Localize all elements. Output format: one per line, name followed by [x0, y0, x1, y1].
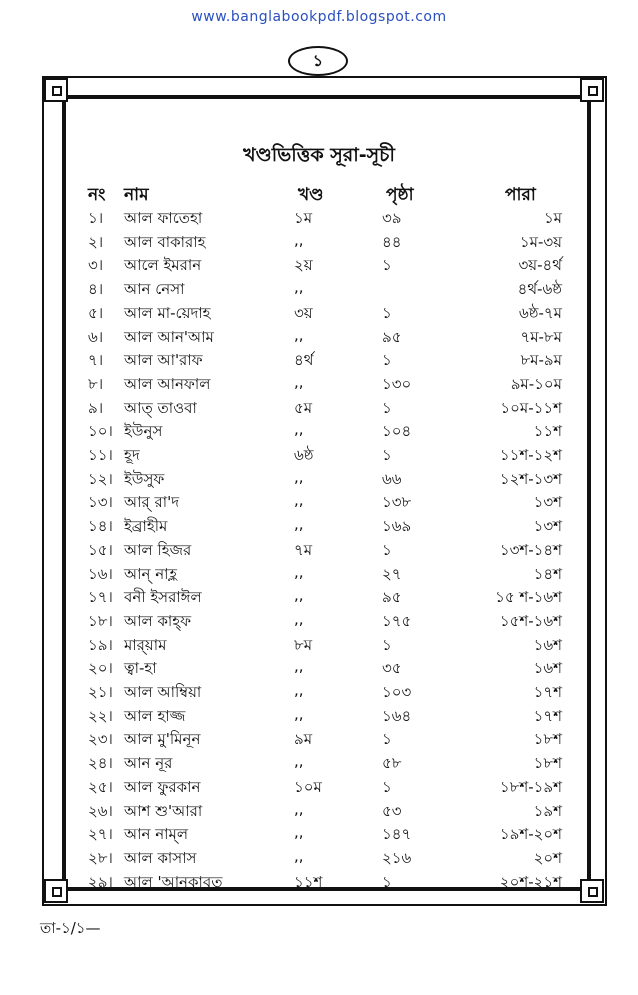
page-cell: ১ [382, 540, 392, 559]
khanda-cell: ৭ম [294, 540, 313, 559]
khanda-cell: ১০ম [294, 777, 322, 796]
khanda-cell: ১১শ [294, 872, 323, 891]
table-row [0, 515, 638, 539]
khanda-cell: ৩য় [294, 303, 313, 322]
table-row [0, 373, 638, 397]
page-cell: ৯৫ [382, 327, 402, 346]
row-number: ২৪। [88, 754, 113, 773]
row-number: ১৩। [88, 493, 113, 512]
khanda-cell: ৬ষ্ঠ [294, 446, 314, 464]
row-number: ১৪। [88, 517, 113, 536]
row-number: ২৭। [88, 825, 113, 844]
table-row [0, 800, 638, 824]
row-number: ২৬। [88, 801, 113, 820]
surah-name: ইব্রাহীম [124, 517, 168, 536]
page-cell: ১৪৭ [382, 825, 412, 844]
para-cell: ১ম [543, 209, 562, 227]
surah-name: আল হাজ্জ [124, 706, 186, 725]
table-row [0, 302, 638, 326]
table-row [0, 752, 638, 776]
table-row [0, 610, 638, 634]
khanda-cell: ,, [294, 586, 304, 605]
khanda-cell: ,, [294, 704, 304, 723]
table-row [0, 420, 638, 444]
table-row [0, 207, 638, 231]
row-number: ১৫। [88, 540, 113, 559]
header-no: নং [88, 185, 106, 205]
row-number: ৪। [88, 280, 104, 299]
table-row [0, 397, 638, 421]
surah-name: ইউনুস [124, 422, 163, 441]
row-number: ১০। [88, 422, 113, 441]
para-cell: ২০শ-২১শ [499, 872, 562, 891]
row-number: ২১। [88, 683, 113, 701]
khanda-cell: ,, [294, 609, 304, 628]
row-number: ১২। [88, 469, 113, 488]
para-cell: ১৬শ [533, 659, 562, 678]
page-cell: ১৭৫ [382, 611, 412, 630]
para-cell: ১১শ-১২শ [499, 446, 562, 464]
surah-name: আন নেসা [124, 280, 185, 299]
surah-name: আল আম্বিয়া [124, 683, 202, 701]
khanda-cell: ,, [294, 278, 304, 297]
khanda-cell: ৪র্থ [294, 351, 314, 370]
table-row [0, 871, 638, 895]
khanda-cell: ,, [294, 420, 304, 439]
page-cell: ১ [382, 446, 392, 464]
para-cell: ১৫শ-১৬শ [499, 611, 562, 630]
row-number: ১। [88, 209, 104, 227]
para-cell: ১৮শ [533, 730, 562, 749]
page-cell: ১ [382, 635, 392, 654]
para-cell: ১৬শ [533, 635, 562, 654]
khanda-cell: ,, [294, 372, 304, 391]
surah-name: আল 'আনকাবূত [124, 872, 223, 891]
surah-name: আন নূর [124, 754, 173, 773]
table-row [0, 847, 638, 871]
page-cell: ৬৬ [382, 469, 402, 488]
surah-name: আশ শু'আরা [124, 801, 203, 820]
table-row [0, 231, 638, 255]
page-cell: ১ [382, 351, 392, 370]
header-khanda: খণ্ড [298, 185, 324, 205]
header-page: পৃষ্ঠা [386, 185, 414, 205]
surah-name: আন্ নাহ্ল [124, 564, 177, 583]
row-number: ২২। [88, 706, 113, 725]
khanda-cell: ,, [294, 515, 304, 534]
para-cell: ১৭শ [533, 683, 562, 701]
table-row [0, 681, 638, 705]
surah-name: আল কাসাস [124, 848, 197, 867]
surah-name: মার্‌য়াম [124, 635, 167, 654]
para-cell: ১৩শ [533, 493, 562, 512]
row-number: ১৮। [88, 611, 113, 630]
para-cell: ৬ষ্ঠ-৭ম [518, 303, 562, 322]
surah-name: আল হিজর [124, 540, 192, 559]
khanda-cell: ,, [294, 491, 304, 510]
para-cell: ১৭শ [533, 706, 562, 725]
page-cell: ৪৪ [382, 232, 402, 251]
para-cell: ৭ম-৮ম [520, 327, 562, 346]
header-para: পারা [505, 185, 536, 205]
para-cell: ৯ম-১০ম [510, 374, 562, 393]
page-cell: ২৭ [382, 564, 402, 583]
para-cell: ৮ম-৯ম [520, 351, 562, 370]
khanda-cell: ,, [294, 799, 304, 818]
surah-name: আল বাকারাহ [124, 232, 206, 251]
para-cell: ১ম-৩য় [519, 232, 562, 251]
table-row [0, 254, 638, 278]
khanda-cell: ৫ম [294, 398, 313, 417]
khanda-cell: ,, [294, 681, 304, 699]
row-number: ২৩। [88, 730, 113, 749]
surah-name: হূদ [124, 446, 140, 464]
table-row [0, 539, 638, 563]
surah-name: বনী ইসরাঈল [124, 588, 202, 607]
para-cell: ১১শ [533, 422, 562, 441]
table-row [0, 349, 638, 373]
table-row [0, 468, 638, 492]
page-cell: ১৬৯ [382, 517, 412, 536]
row-number: ৮। [88, 374, 104, 393]
table-row [0, 705, 638, 729]
row-number: ৬। [88, 327, 104, 346]
row-number: ২। [88, 232, 104, 251]
table-row [0, 563, 638, 587]
khanda-cell: ৯ম [294, 730, 313, 749]
row-number: ২৯। [88, 872, 113, 891]
row-number: ২৮। [88, 848, 113, 867]
row-number: ২৫। [88, 777, 113, 796]
khanda-cell: ,, [294, 230, 304, 249]
table-row [0, 776, 638, 800]
row-number: ৭। [88, 351, 104, 370]
table-row [0, 823, 638, 847]
source-url: www.banglabookpdf.blogspot.com [191, 9, 447, 25]
table-row [0, 657, 638, 681]
khanda-cell: ২য় [294, 256, 313, 275]
row-number: ১৯। [88, 635, 113, 654]
surah-name: আলে ইমরান [124, 256, 202, 275]
khanda-cell: ,, [294, 823, 304, 842]
page-title: খণ্ডভিত্তিক সূরা-সূচী [243, 144, 395, 166]
page-cell: ১০৩ [382, 683, 412, 701]
surah-name: আর্ রা'দ [124, 493, 180, 512]
table-row [0, 278, 638, 302]
page-cell: ১ [382, 730, 392, 749]
header-name: নাম [124, 185, 149, 205]
surah-name: আত্ তাওবা [124, 398, 197, 417]
surah-name: আল ফাতেহা [124, 209, 203, 227]
surah-name: আল কাহ্ফ [124, 611, 192, 630]
page-cell: ৫৮ [382, 754, 402, 773]
surah-name: ত্বা-হা [124, 659, 157, 678]
page-cell: ১ [382, 256, 392, 275]
para-cell: ১০ম-১১শ [500, 398, 562, 417]
surah-name: আল মা-য়েদাহ [124, 303, 211, 322]
page-cell: ১ [382, 872, 392, 891]
khanda-cell: ১ম [294, 209, 313, 227]
table-row [0, 586, 638, 610]
para-cell: ৪র্থ-৬ষ্ঠ [517, 280, 562, 299]
para-cell: ৩য়-৪র্থ [518, 256, 562, 275]
page-cell: ৯৫ [382, 588, 402, 607]
para-cell: ১৯শ-২০শ [499, 825, 562, 844]
table-row [0, 728, 638, 752]
corner-ornament-top-left [44, 78, 68, 102]
khanda-cell: ,, [294, 467, 304, 486]
surah-name: আল মু'মিনূন [124, 730, 201, 749]
page-number: ১ [288, 46, 348, 76]
table-row [0, 634, 638, 658]
para-cell: ১৮শ-১৯শ [499, 777, 562, 796]
khanda-cell: ,, [294, 752, 304, 771]
table-row [0, 326, 638, 350]
khanda-cell: ,, [294, 562, 304, 581]
table-row [0, 491, 638, 515]
footer-signature: তা-১/১— [40, 919, 101, 937]
surah-name: আল ফুরকান [124, 777, 201, 796]
para-cell: ১২শ-১৩শ [499, 469, 562, 488]
para-cell: ১৯শ [533, 801, 562, 820]
page-cell: ১০৪ [382, 422, 412, 441]
surah-name: আল আ'রাফ [124, 351, 203, 370]
row-number: ৩। [88, 256, 104, 275]
page-cell: ১৩০ [382, 374, 412, 393]
para-cell: ২০শ [533, 848, 562, 867]
page-cell: ১৬৪ [382, 706, 412, 725]
para-cell: ১৩শ-১৪শ [499, 540, 562, 559]
corner-ornament-top-right [580, 78, 604, 102]
surah-name: আল আন'আম [124, 327, 214, 346]
row-number: ১৬। [88, 564, 113, 583]
page-cell: ১ [382, 777, 392, 796]
row-number: ১১। [88, 446, 113, 464]
page-cell: ২১৬ [382, 848, 412, 867]
row-number: ২০। [88, 659, 113, 678]
khanda-cell: ,, [294, 325, 304, 344]
page-cell: ১ [382, 398, 392, 417]
para-cell: ১৪শ [533, 564, 562, 583]
surah-name: ইউসুফ [124, 469, 165, 488]
page-cell: ৩৫ [382, 659, 402, 678]
khanda-cell: ,, [294, 846, 304, 865]
page-cell: ১ [382, 303, 392, 322]
para-cell: ১৮শ [533, 754, 562, 773]
khanda-cell: ,, [294, 657, 304, 676]
table-row [0, 444, 638, 468]
page-cell: ৩৯ [382, 209, 402, 227]
para-cell: ১৫ শ-১৬শ [495, 588, 562, 607]
khanda-cell: ৮ম [294, 635, 313, 654]
row-number: ৫। [88, 303, 104, 322]
page-cell: ১৩৮ [382, 493, 412, 512]
page-cell: ৫৩ [382, 801, 402, 820]
surah-name: আল আনফাল [124, 374, 211, 393]
row-number: ১৭। [88, 588, 113, 607]
para-cell: ১৩শ [533, 517, 562, 536]
surah-name: আন নাম্‌ল [124, 825, 189, 844]
row-number: ৯। [88, 398, 104, 417]
